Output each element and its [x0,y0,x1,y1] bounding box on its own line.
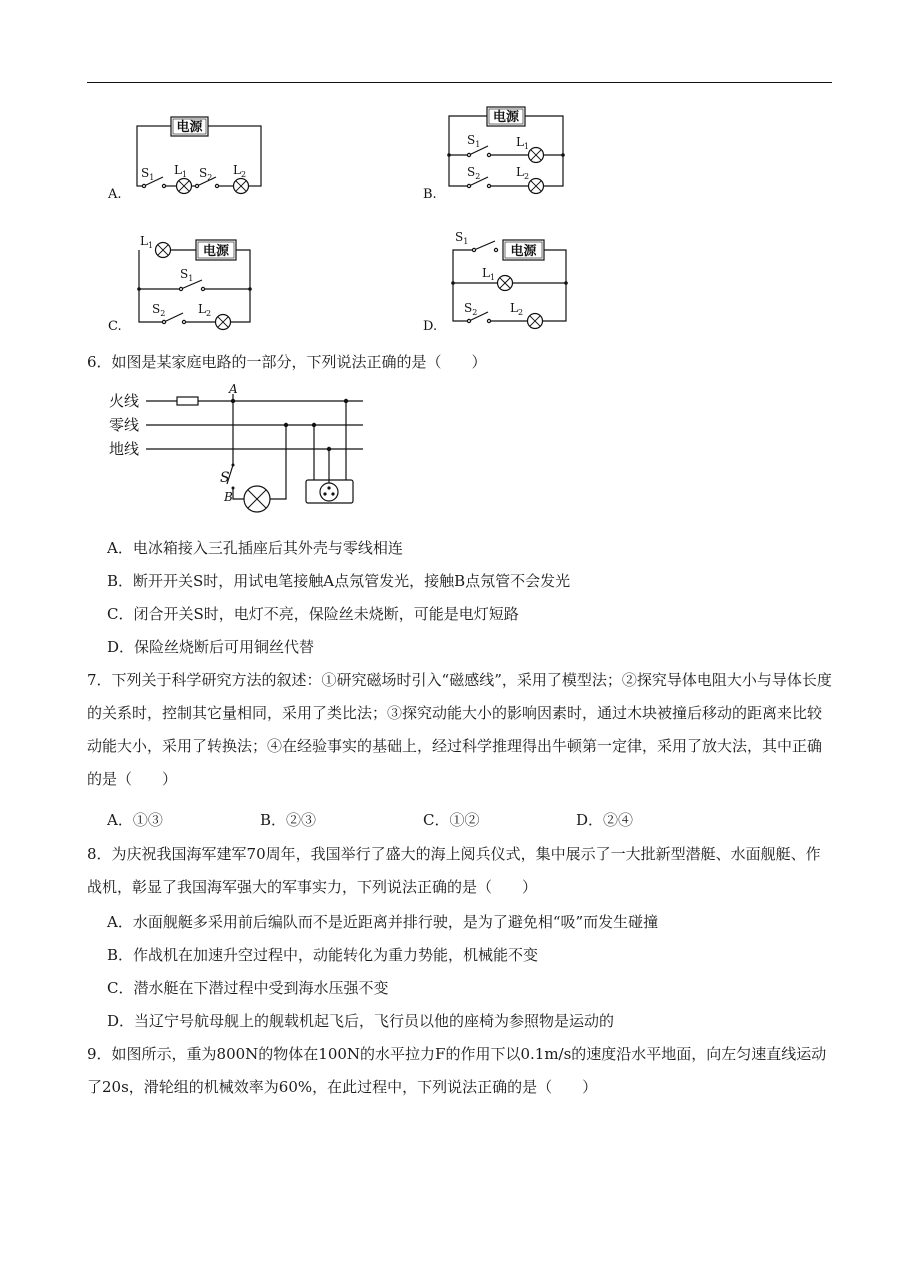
label-l: L [510,301,518,315]
q5-option-a: A. [108,187,122,202]
q7-option-c: C．①② [423,811,480,829]
q5-circuit-options [0,0,909,345]
q7-stem: 7．下列关于科学研究方法的叙述：①研究磁场时引入“磁感线”，采用了模型法；②探究导体电阻大小与导体长度的关系时，控制其它量相同，采用了类比法；③探究动能大小的影响因素时，通过木块被撞后移动的距离来比较动能大小，采用了转换法；④在经验事实的基础上，经过科学推理得出牛顿第一定律，采用了放大法，其中正确的是（ ） [87,671,832,788]
q8-option-d: D．当辽宁号航母舰上的舰载机起飞后，飞行员以他的座椅为参照物是运动的 [107,1012,615,1030]
label-l: L [516,165,524,179]
label-l: L [140,234,148,248]
svg-text:S2 [152,302,165,318]
q7-option-d: D．②④ [576,811,634,829]
point-b-label: B [224,490,233,504]
ground-wire-label: 地线 [109,440,140,458]
label-sub: 1 [475,140,481,149]
q8-option-c: C．潜水艇在下潜过程中受到海水压强不变 [107,979,389,997]
label-sub: 1 [149,173,155,182]
q5-option-b: B. [423,187,437,202]
label-s: S [141,166,150,180]
svg-text:S1 [455,230,468,246]
label-sub: 2 [472,308,478,317]
label-sub: 1 [463,237,469,246]
label-s: S [467,165,476,179]
svg-text:L2 [516,165,529,181]
power-label-b: 电源 [492,110,520,125]
svg-text:S1 [141,166,154,182]
svg-text:S1 [180,267,193,283]
svg-text:L2 [233,163,246,179]
q8-option-a: A．水面舰艇多采用前后编队而不是近距离并排行驶，是为了避免相“吸”而发生碰撞 [107,913,659,931]
label-sub: 2 [205,309,212,318]
power-label-a: 电源 [176,120,203,135]
svg-text:L1 [174,163,187,179]
neutral-wire-label: 零线 [109,416,140,434]
q6-option-b: B．断开开关S时，用试电笔接触A点氖管发光，接触B点氖管不会发光 [107,572,571,590]
point-a-label: A [229,382,238,396]
svg-text:L1 [516,135,529,151]
label-sub: 2 [207,173,213,182]
label-l: L [516,135,524,149]
label-sub: 1 [188,274,194,283]
svg-text:S1 [467,133,480,149]
svg-text:S2 [467,165,480,181]
q6-stem: 6．如图是某家庭电路的一部分，下列说法正确的是（ ） [87,353,487,371]
label-sub: 1 [523,142,530,151]
svg-text:L2 [510,301,523,317]
q5-option-d: D. [423,319,438,334]
label-s: S [180,267,189,281]
label-sub: 1 [181,170,188,179]
live-wire-label: 火线 [109,392,140,410]
label-l: L [174,163,182,177]
q8-option-b: B．作战机在加速升空过程中，动能转化为重力势能，机械能不变 [107,946,539,964]
label-l: L [482,266,490,280]
label-s: S [199,166,208,180]
label-sub: 2 [160,309,166,318]
q6-option-a: A．电冰箱接入三孔插座后其外壳与零线相连 [107,539,403,557]
svg-text:S2 [464,301,477,317]
label-sub: 1 [147,241,154,250]
label-l: L [198,302,206,316]
q6-option-c: C．闭合开关S时，电灯不亮，保险丝未烧断，可能是电灯短路 [107,605,519,623]
q7-option-a: A．①③ [107,811,163,829]
power-label-c: 电源 [202,244,230,259]
svg-text:L2 [198,302,211,318]
label-sub: 2 [475,172,481,181]
svg-text:L1 [482,266,495,282]
label-s: S [464,301,473,315]
q6-option-d: D．保险丝烧断后可用铜丝代替 [107,638,315,656]
svg-text:L1 [140,234,153,250]
label-s: S [455,230,464,244]
label-s: S [467,133,476,147]
label-sub: 1 [489,273,496,282]
q8-stem: 8．为庆祝我国海军建军70周年，我国举行了盛大的海上阅兵仪式，集中展示了一大批新型潜艇、水面舰艇、作战机，彰显了我国海军强大的军事实力，下列说法正确的是（ ） [87,845,821,896]
power-label-d: 电源 [510,244,537,259]
label-sub: 2 [517,308,524,317]
q6-household-circuit-figure [100,380,380,515]
label-sub: 2 [240,170,247,179]
label-sub: 2 [523,172,530,181]
switch-s-label: S [220,470,230,486]
q7-option-b: B．②③ [260,811,317,829]
label-l: L [233,163,241,177]
svg-text:S2 [199,166,212,182]
q9-stem: 9．如图所示，重为800N的物体在100N的水平拉力F的作用下以0.1m/s的速度沿水平地面，向左匀速直线运动了20s，滑轮组的机械效率为60%，在此过程中，下列说法正确的是（ ） [87,1045,827,1096]
q5-option-c: C. [108,319,122,334]
label-s: S [152,302,161,316]
